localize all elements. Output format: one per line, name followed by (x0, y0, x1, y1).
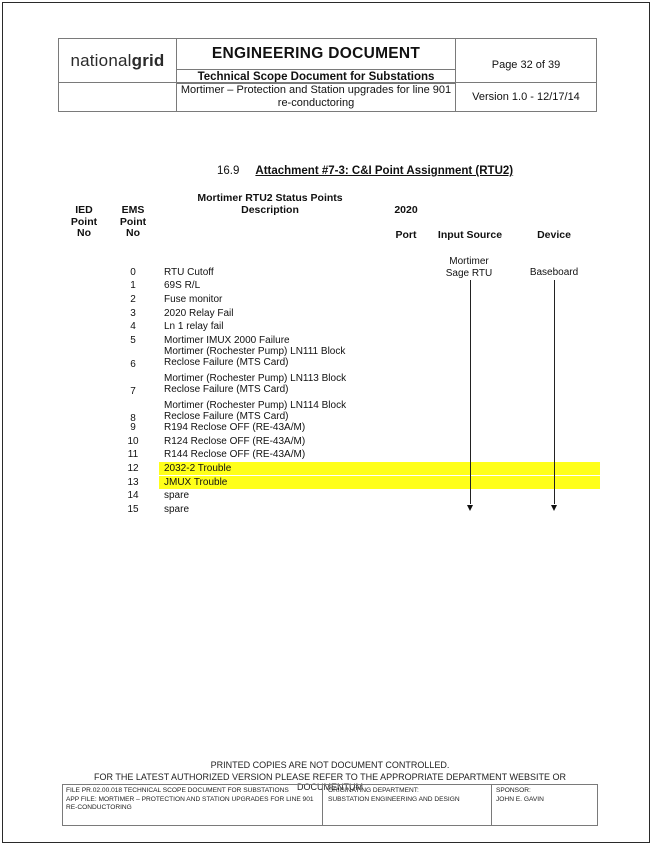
document-subtitle: Technical Scope Document for Substations (176, 69, 456, 84)
col-header-device: Device (537, 229, 571, 241)
ems-point-number: 13 (127, 477, 139, 488)
device-value: Baseboard (529, 267, 579, 278)
footer-table (62, 784, 598, 826)
logo-cell (58, 38, 177, 83)
point-description: Mortimer (Rochester Pump) LN114 Block Reclose Failure (MTS Card) (164, 400, 347, 422)
page-border (2, 2, 650, 843)
national-grid-logo: nationalgrid (70, 50, 165, 70)
col-header-ems-point: EMS Point No (119, 204, 147, 239)
point-description: 2032-2 Trouble (164, 463, 232, 474)
ems-point-number: 8 (130, 413, 136, 424)
document-footer (62, 760, 598, 811)
input-source-line (470, 280, 471, 504)
point-description: 2020 Relay Fail (164, 308, 234, 319)
point-description: spare (164, 490, 190, 501)
col-header-port: Port (395, 229, 417, 241)
ems-point-number: 12 (127, 463, 139, 474)
point-description: Mortimer (Rochester Pump) LN113 Block Reclose Failure (MTS Card) (164, 373, 347, 395)
document-description: Mortimer – Protection and Station upgrades for line 901 re-conductoring (176, 82, 456, 112)
ems-point-number: 10 (127, 436, 139, 447)
point-description: R144 Reclose OFF (RE-43A/M) (164, 449, 306, 460)
document-title: ENGINEERING DOCUMENT (211, 45, 421, 62)
footer-department: ORIGINATING DEPARTMENT: SUBSTATION ENGINEERING AND DESIGN (328, 787, 460, 803)
point-description: Ln 1 relay fail (164, 321, 224, 332)
ems-point-number: 2 (130, 294, 136, 305)
footer-sponsor: SPONSOR: JOHN E. GAVIN (496, 787, 544, 803)
section-title: Attachment #7-3: C&I Point Assignment (RTU2) (255, 165, 514, 177)
document-header (58, 38, 597, 112)
footer-divider (491, 785, 492, 825)
input-source-arrow (467, 505, 473, 511)
device-arrow (551, 505, 557, 511)
col-header-description: Mortimer RTU2 Status Points Description (197, 192, 343, 216)
input-source-value: Mortimer Sage RTU (445, 256, 493, 279)
title-cell (176, 38, 456, 70)
page-number: Page 32 of 39 (455, 38, 597, 83)
blank-cell (58, 82, 177, 112)
ems-point-number: 0 (130, 267, 136, 278)
point-description: spare (164, 504, 190, 515)
footer-documentum-notice: FOR THE LATEST AUTHORIZED VERSION PLEASE REFER TO THE APPROPRIATE DEPARTMENT WEBSITE OR DOCUMENTUM (94, 772, 566, 792)
ems-point-number: 6 (130, 359, 136, 370)
ems-point-number: 9 (130, 422, 136, 433)
document-version: Version 1.0 - 12/17/14 (455, 82, 597, 112)
col-header-input-source: Input Source (437, 229, 503, 241)
device-line (554, 280, 555, 504)
section-number: 16.9 (217, 165, 240, 177)
ems-point-number: 11 (127, 449, 139, 460)
footer-divider (322, 785, 323, 825)
ems-point-number: 4 (130, 321, 136, 332)
point-description: Fuse monitor (164, 294, 223, 305)
col-header-2020: 2020 (394, 204, 418, 216)
ems-point-number: 3 (130, 308, 136, 319)
point-description: Mortimer IMUX 2000 Failure (164, 335, 290, 346)
col-header-ied-point: IED Point No (70, 204, 98, 239)
ems-point-number: 5 (130, 335, 136, 346)
point-description: R124 Reclose OFF (RE-43A/M) (164, 436, 306, 447)
footer-printed-notice: PRINTED COPIES ARE NOT DOCUMENT CONTROLLED. (210, 760, 450, 770)
ems-point-number: 1 (130, 280, 136, 291)
point-description: Mortimer (Rochester Pump) LN111 Block Reclose Failure (MTS Card) (164, 346, 346, 368)
footer-file: FILE PR.02.00.018 TECHNICAL SCOPE DOCUMENT FOR SUBSTATIONS APP FILE: MORTIMER – PROTECTION AND STATION UPGRADES FOR LINE 901 RE-CONDUCTORING (66, 787, 314, 811)
point-description: RTU Cutoff (164, 267, 214, 278)
ems-point-number: 15 (127, 504, 139, 515)
point-description: 69S R/L (164, 280, 201, 291)
section-heading (217, 165, 513, 177)
point-description: R194 Reclose OFF (RE-43A/M) (164, 422, 306, 433)
point-description: JMUX Trouble (164, 477, 228, 488)
ems-point-number: 7 (130, 386, 136, 397)
ems-point-number: 14 (127, 490, 139, 501)
